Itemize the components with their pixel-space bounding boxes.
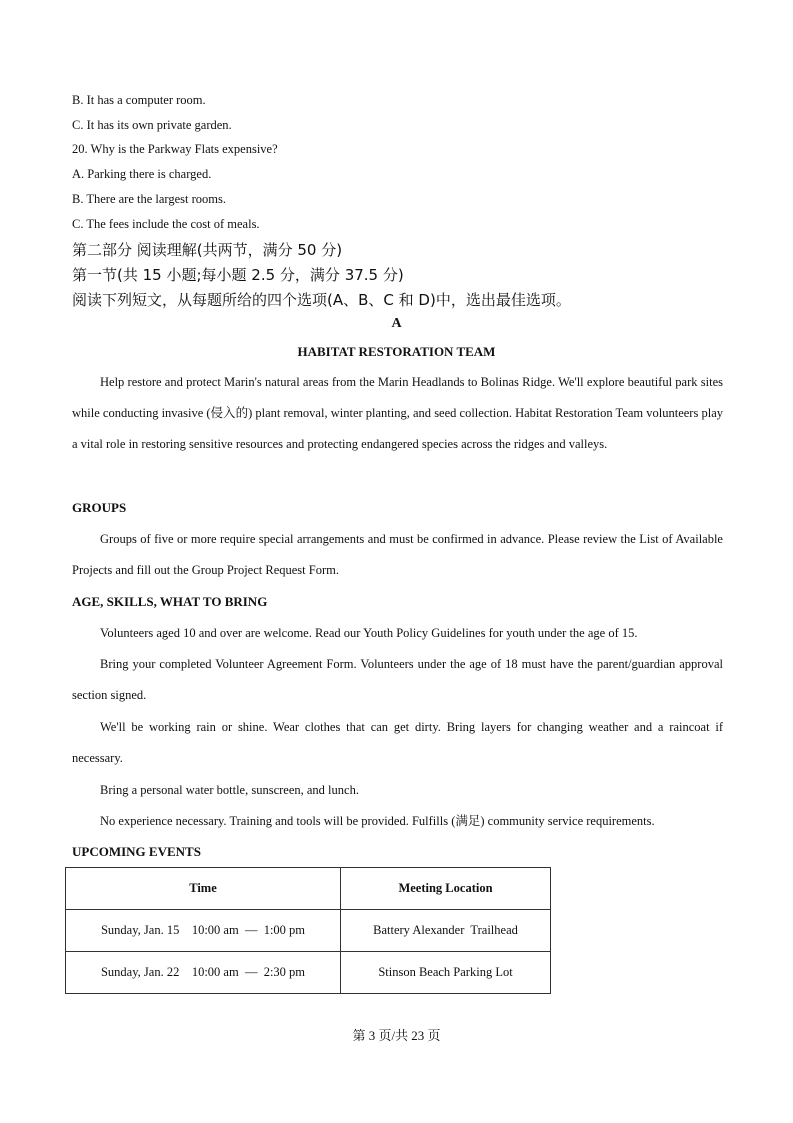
intro-paragraph: Help restore and protect Marin's natural areas from the Marin Headlands to Bolinas Ridge. We'll explore beautiful park sites while conducting invasive (侵入的) plant removal, winter planting, and seed collection. Habitat Restoration Team volunteers play a vital role in restoring sensitive resources and protecting endangered species across the ridges and valleys. [72,375,723,451]
events-heading: UPCOMING EVENTS [72,844,201,859]
event-location: Battery Alexander Trailhead [341,910,551,952]
page-footer: 第 3 页/共 23 页 [352,1028,441,1043]
age-paragraph-3: We'll be working rain or shine. Wear clothes that can get dirty. Bring layers for changing weather and a raincoat if necessary. [72,720,723,765]
q20-question: 20. Why is the Parkway Flats expensive? [72,142,278,156]
part2-title: 第二部分 阅读理解(共两节，满分 50 分) [72,241,343,259]
age-paragraph-5: No experience necessary. Training and tools will be provided. Fulfills (满足) community service requirements. [100,814,655,828]
event-location: Stinson Beach Parking Lot [341,952,551,994]
age-paragraph-2: Bring your completed Volunteer Agreement Form. Volunteers under the age of 18 must have the parent/guardian approval section signed. [72,657,723,702]
header-location: Meeting Location [341,868,551,910]
groups-heading: GROUPS [72,500,127,515]
event-time: Sunday, Jan. 22 10:00 am — 2:30 pm [66,952,341,994]
passage-letter: A [391,316,402,331]
table-row [66,910,551,952]
groups-paragraph: Groups of five or more require special arrangements and must be confirmed in advance. Please review the List of Available Projects and fill out the Group Project Request Form. [72,532,723,577]
events-table [65,867,551,994]
q20-option-a: A. Parking there is charged. [72,167,212,181]
q20-option-c: C. The fees include the cost of meals. [72,217,260,231]
age-paragraph-1: Volunteers aged 10 and over are welcome. Read our Youth Policy Guidelines for youth under the age of 15. [100,626,638,640]
table-row [66,952,551,994]
age-paragraph-4: Bring a personal water bottle, sunscreen, and lunch. [100,783,359,797]
q19-option-b: B. It has a computer room. [72,93,206,107]
table-header-row [66,868,551,910]
q19-option-c: C. It has its own private garden. [72,118,232,132]
event-time: Sunday, Jan. 15 10:00 am — 1:00 pm [66,910,341,952]
age-skills-heading: AGE, SKILLS, WHAT TO BRING [72,594,268,609]
q20-option-b: B. There are the largest rooms. [72,192,227,206]
passage-title: HABITAT RESTORATION TEAM [297,344,496,359]
header-time: Time [66,868,341,910]
section1-title: 第一节(共 15 小题;每小题 2.5 分，满分 37.5 分) [72,266,404,284]
instructions: 阅读下列短文，从每题所给的四个选项(A、B、C 和 D)中，选出最佳选项。 [72,291,571,309]
